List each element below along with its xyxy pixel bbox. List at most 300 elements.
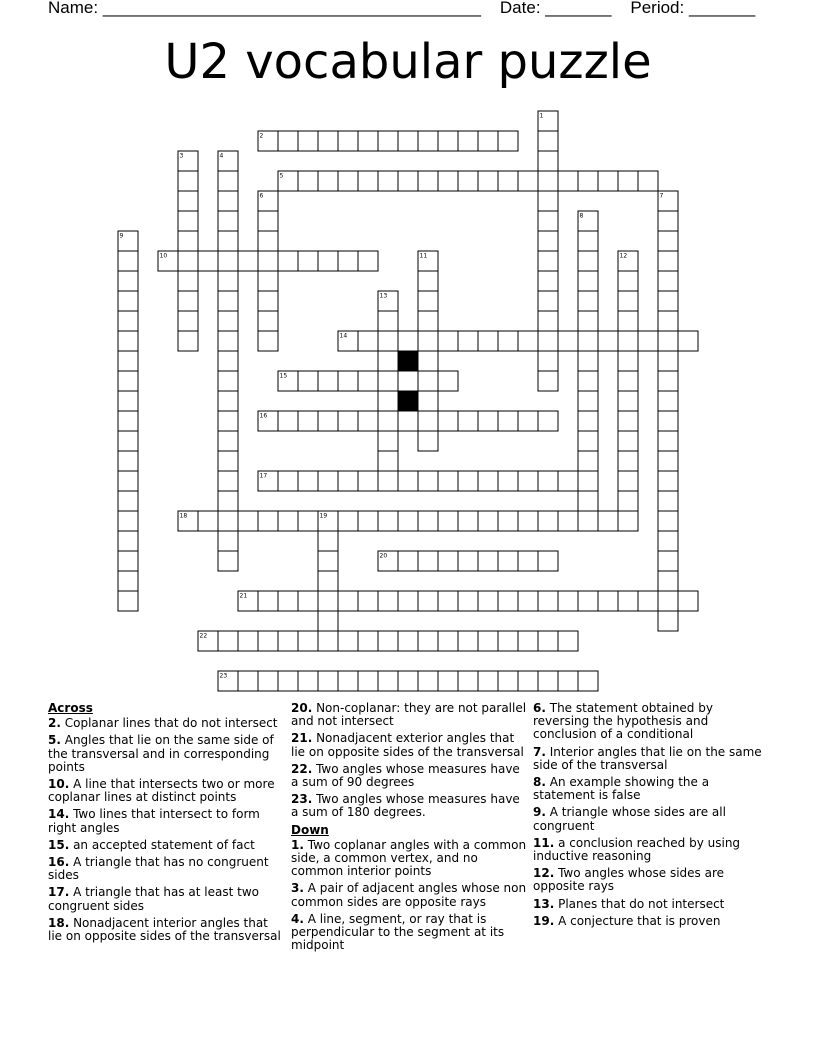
grid-cell[interactable] [278,471,298,491]
grid-cell[interactable] [178,171,198,191]
name-blank[interactable]: ________________________________________ [102,0,481,17]
grid-cell[interactable] [498,331,518,351]
grid-cell[interactable] [398,511,418,531]
grid-cell[interactable] [118,491,138,511]
grid-cell[interactable] [418,551,438,571]
grid-cell[interactable] [258,671,278,691]
grid-cell[interactable] [378,331,398,351]
grid-cell[interactable] [458,551,478,571]
grid-cell[interactable] [438,411,458,431]
grid-cell[interactable] [618,411,638,431]
grid-cell[interactable] [658,591,678,611]
grid-cell[interactable] [618,311,638,331]
grid-cell[interactable] [218,311,238,331]
grid-cell[interactable] [378,351,398,371]
grid-cell[interactable] [338,591,358,611]
grid-cell[interactable] [258,311,278,331]
grid-cell[interactable] [258,331,278,351]
grid-cell[interactable] [458,171,478,191]
grid-cell[interactable] [498,171,518,191]
grid-cell[interactable] [618,171,638,191]
grid-cell[interactable] [238,631,258,651]
grid-cell[interactable] [318,371,338,391]
grid-cell[interactable] [658,271,678,291]
grid-cell[interactable] [498,511,518,531]
grid-cell[interactable] [538,551,558,571]
grid-cell[interactable] [218,431,238,451]
grid-cell[interactable] [298,411,318,431]
grid-cell[interactable] [418,431,438,451]
grid-cell[interactable] [538,331,558,351]
grid-cell[interactable] [518,631,538,651]
grid-cell[interactable] [218,191,238,211]
grid-cell[interactable] [498,411,518,431]
grid-cell[interactable] [318,591,338,611]
grid-cell[interactable] [318,131,338,151]
grid-cell[interactable] [638,591,658,611]
grid-cell[interactable] [338,131,358,151]
grid-cell[interactable] [618,371,638,391]
grid-cell[interactable] [558,171,578,191]
grid-cell[interactable] [278,411,298,431]
grid-cell[interactable] [578,451,598,471]
grid-cell[interactable] [658,411,678,431]
grid-cell[interactable] [618,591,638,611]
grid-cell[interactable] [658,231,678,251]
grid-cell[interactable] [218,551,238,571]
grid-cell[interactable] [538,191,558,211]
grid-cell[interactable] [398,671,418,691]
grid-cell[interactable] [418,311,438,331]
grid-cell[interactable] [498,131,518,151]
grid-cell[interactable] [658,331,678,351]
grid-cell[interactable] [218,391,238,411]
grid-cell[interactable] [278,131,298,151]
grid-cell[interactable] [538,591,558,611]
grid-cell[interactable] [358,471,378,491]
grid-cell[interactable] [658,311,678,331]
grid-cell[interactable] [318,631,338,651]
grid-cell[interactable] [378,171,398,191]
grid-cell[interactable] [298,131,318,151]
grid-cell[interactable] [218,271,238,291]
grid-cell[interactable] [258,271,278,291]
grid-cell[interactable] [458,631,478,651]
grid-cell[interactable] [278,631,298,651]
grid-cell[interactable] [558,631,578,651]
grid-cell[interactable] [258,591,278,611]
grid-cell[interactable] [658,511,678,531]
grid-cell[interactable] [358,631,378,651]
grid-cell[interactable] [578,391,598,411]
grid-cell[interactable] [398,331,418,351]
grid-cell[interactable] [398,591,418,611]
grid-cell[interactable] [478,671,498,691]
grid-cell[interactable] [538,211,558,231]
grid-cell[interactable] [118,571,138,591]
grid-cell[interactable] [378,431,398,451]
grid-cell[interactable] [538,351,558,371]
grid-cell[interactable] [418,411,438,431]
grid-cell[interactable] [398,551,418,571]
grid-cell[interactable] [338,171,358,191]
grid-cell[interactable] [358,371,378,391]
grid-cell[interactable] [658,451,678,471]
grid-cell[interactable] [398,131,418,151]
grid-cell[interactable] [338,411,358,431]
grid-cell[interactable] [618,391,638,411]
grid-cell[interactable] [498,591,518,611]
grid-cell[interactable] [318,531,338,551]
grid-cell[interactable] [318,551,338,571]
grid-cell[interactable] [118,371,138,391]
grid-cell[interactable] [438,511,458,531]
grid-cell[interactable] [598,331,618,351]
grid-cell[interactable] [318,251,338,271]
grid-cell[interactable] [118,531,138,551]
grid-cell[interactable] [478,471,498,491]
grid-cell[interactable] [538,171,558,191]
grid-cell[interactable] [538,131,558,151]
grid-cell[interactable] [358,411,378,431]
grid-cell[interactable] [538,311,558,331]
grid-cell[interactable] [358,511,378,531]
grid-cell[interactable] [418,331,438,351]
grid-cell[interactable] [438,371,458,391]
grid-cell[interactable] [418,631,438,651]
grid-cell[interactable] [498,631,518,651]
grid-cell[interactable] [678,591,698,611]
grid-cell[interactable] [658,571,678,591]
grid-cell[interactable] [258,631,278,651]
grid-cell[interactable] [218,351,238,371]
grid-cell[interactable] [478,331,498,351]
grid-cell[interactable] [618,331,638,351]
grid-cell[interactable] [638,331,658,351]
grid-cell[interactable] [298,251,318,271]
grid-cell[interactable] [598,511,618,531]
grid-cell[interactable] [578,171,598,191]
grid-cell[interactable] [538,631,558,651]
grid-cell[interactable] [178,251,198,271]
grid-cell[interactable] [478,631,498,651]
grid-cell[interactable] [438,671,458,691]
grid-cell[interactable] [218,411,238,431]
grid-cell[interactable] [658,211,678,231]
grid-cell[interactable] [478,131,498,151]
grid-cell[interactable] [658,391,678,411]
grid-cell[interactable] [178,211,198,231]
grid-cell[interactable] [118,271,138,291]
grid-cell[interactable] [118,511,138,531]
grid-cell[interactable] [298,671,318,691]
grid-cell[interactable] [198,511,218,531]
grid-cell[interactable] [418,131,438,151]
grid-cell[interactable] [518,411,538,431]
grid-cell[interactable] [658,471,678,491]
grid-cell[interactable] [478,591,498,611]
grid-cell[interactable] [398,471,418,491]
grid-cell[interactable] [658,531,678,551]
grid-cell[interactable] [378,411,398,431]
grid-cell[interactable] [498,471,518,491]
grid-cell[interactable] [218,251,238,271]
grid-cell[interactable] [438,471,458,491]
grid-cell[interactable] [478,171,498,191]
grid-cell[interactable] [378,311,398,331]
grid-cell[interactable] [678,331,698,351]
grid-cell[interactable] [518,511,538,531]
grid-cell[interactable] [578,591,598,611]
grid-cell[interactable] [298,591,318,611]
grid-cell[interactable] [518,671,538,691]
grid-cell[interactable] [238,511,258,531]
grid-cell[interactable] [418,271,438,291]
grid-cell[interactable] [238,671,258,691]
grid-cell[interactable] [358,251,378,271]
grid-cell[interactable] [578,231,598,251]
grid-cell[interactable] [118,551,138,571]
grid-cell[interactable] [418,171,438,191]
grid-cell[interactable] [658,291,678,311]
grid-cell[interactable] [538,371,558,391]
grid-cell[interactable] [618,471,638,491]
grid-cell[interactable] [218,331,238,351]
grid-cell[interactable] [118,251,138,271]
grid-cell[interactable] [358,171,378,191]
grid-cell[interactable] [418,511,438,531]
grid-cell[interactable] [118,351,138,371]
grid-cell[interactable] [518,171,538,191]
grid-cell[interactable] [578,671,598,691]
grid-cell[interactable] [538,271,558,291]
grid-cell[interactable] [218,171,238,191]
grid-cell[interactable] [618,491,638,511]
grid-cell[interactable] [118,311,138,331]
grid-cell[interactable] [398,411,418,431]
grid-cell[interactable] [378,671,398,691]
grid-cell[interactable] [218,291,238,311]
grid-cell[interactable] [258,291,278,311]
grid-cell[interactable] [238,251,258,271]
grid-cell[interactable] [338,671,358,691]
grid-cell[interactable] [378,131,398,151]
grid-cell[interactable] [658,551,678,571]
grid-cell[interactable] [458,591,478,611]
grid-cell[interactable] [558,591,578,611]
grid-cell[interactable] [178,231,198,251]
grid-cell[interactable] [258,511,278,531]
grid-cell[interactable] [358,591,378,611]
grid-cell[interactable] [618,271,638,291]
grid-cell[interactable] [418,591,438,611]
grid-cell[interactable] [458,511,478,531]
grid-cell[interactable] [558,471,578,491]
grid-cell[interactable] [378,631,398,651]
grid-cell[interactable] [578,431,598,451]
grid-cell[interactable] [338,371,358,391]
grid-cell[interactable] [378,451,398,471]
grid-cell[interactable] [398,371,418,391]
grid-cell[interactable] [438,551,458,571]
grid-cell[interactable] [298,171,318,191]
grid-cell[interactable] [178,331,198,351]
grid-cell[interactable] [218,491,238,511]
grid-cell[interactable] [578,331,598,351]
grid-cell[interactable] [378,391,398,411]
grid-cell[interactable] [318,171,338,191]
grid-cell[interactable] [438,171,458,191]
grid-cell[interactable] [538,511,558,531]
grid-cell[interactable] [438,591,458,611]
grid-cell[interactable] [178,291,198,311]
grid-cell[interactable] [518,331,538,351]
grid-cell[interactable] [578,251,598,271]
grid-cell[interactable] [338,631,358,651]
grid-cell[interactable] [458,331,478,351]
grid-cell[interactable] [578,491,598,511]
grid-cell[interactable] [578,311,598,331]
grid-cell[interactable] [438,631,458,651]
grid-cell[interactable] [418,471,438,491]
grid-cell[interactable] [578,471,598,491]
grid-cell[interactable] [278,671,298,691]
grid-cell[interactable] [318,611,338,631]
grid-cell[interactable] [218,211,238,231]
grid-cell[interactable] [358,671,378,691]
grid-cell[interactable] [318,571,338,591]
grid-cell[interactable] [658,251,678,271]
grid-cell[interactable] [598,591,618,611]
grid-cell[interactable] [638,171,658,191]
grid-cell[interactable] [218,631,238,651]
grid-cell[interactable] [618,351,638,371]
grid-cell[interactable] [578,291,598,311]
grid-cell[interactable] [458,131,478,151]
grid-cell[interactable] [418,371,438,391]
grid-cell[interactable] [298,471,318,491]
grid-cell[interactable] [498,551,518,571]
grid-cell[interactable] [418,391,438,411]
grid-cell[interactable] [298,511,318,531]
grid-cell[interactable] [378,371,398,391]
grid-cell[interactable] [418,291,438,311]
grid-cell[interactable] [118,591,138,611]
grid-cell[interactable] [218,531,238,551]
grid-cell[interactable] [258,211,278,231]
grid-cell[interactable] [278,251,298,271]
grid-cell[interactable] [558,671,578,691]
grid-cell[interactable] [578,371,598,391]
grid-cell[interactable] [578,411,598,431]
grid-cell[interactable] [218,511,238,531]
grid-cell[interactable] [318,671,338,691]
grid-cell[interactable] [498,671,518,691]
grid-cell[interactable] [458,471,478,491]
grid-cell[interactable] [118,331,138,351]
grid-cell[interactable] [618,511,638,531]
grid-cell[interactable] [218,471,238,491]
grid-cell[interactable] [658,431,678,451]
grid-cell[interactable] [438,331,458,351]
grid-cell[interactable] [298,371,318,391]
grid-cell[interactable] [418,351,438,371]
grid-cell[interactable] [358,131,378,151]
grid-cell[interactable] [178,271,198,291]
period-blank[interactable]: _______ [688,0,756,17]
grid-cell[interactable] [538,231,558,251]
grid-cell[interactable] [538,151,558,171]
grid-cell[interactable] [558,511,578,531]
grid-cell[interactable] [338,251,358,271]
grid-cell[interactable] [658,611,678,631]
grid-cell[interactable] [658,371,678,391]
grid-cell[interactable] [278,511,298,531]
grid-cell[interactable] [258,231,278,251]
grid-cell[interactable] [538,411,558,431]
grid-cell[interactable] [318,411,338,431]
grid-cell[interactable] [318,471,338,491]
grid-cell[interactable] [118,291,138,311]
grid-cell[interactable] [578,511,598,531]
grid-cell[interactable] [298,631,318,651]
grid-cell[interactable] [478,411,498,431]
grid-cell[interactable] [538,671,558,691]
grid-cell[interactable] [338,471,358,491]
grid-cell[interactable] [198,251,218,271]
grid-cell[interactable] [358,331,378,351]
grid-cell[interactable] [598,171,618,191]
grid-cell[interactable] [178,191,198,211]
date-blank[interactable]: _______ [545,0,612,17]
grid-cell[interactable] [218,231,238,251]
grid-cell[interactable] [378,591,398,611]
grid-cell[interactable] [418,671,438,691]
grid-cell[interactable] [658,351,678,371]
grid-cell[interactable] [118,451,138,471]
grid-cell[interactable] [538,291,558,311]
grid-cell[interactable] [178,311,198,331]
grid-cell[interactable] [118,431,138,451]
grid-cell[interactable] [618,451,638,471]
grid-cell[interactable] [398,171,418,191]
grid-cell[interactable] [218,371,238,391]
grid-cell[interactable] [378,471,398,491]
grid-cell[interactable] [118,391,138,411]
grid-cell[interactable] [578,351,598,371]
grid-cell[interactable] [118,471,138,491]
grid-cell[interactable] [618,291,638,311]
grid-cell[interactable] [398,631,418,651]
grid-cell[interactable] [458,411,478,431]
grid-cell[interactable] [438,131,458,151]
grid-cell[interactable] [378,511,398,531]
grid-cell[interactable] [118,411,138,431]
grid-cell[interactable] [218,451,238,471]
grid-cell[interactable] [338,511,358,531]
grid-cell[interactable] [558,331,578,351]
grid-cell[interactable] [538,471,558,491]
grid-cell[interactable] [538,251,558,271]
grid-cell[interactable] [578,271,598,291]
grid-cell[interactable] [518,551,538,571]
grid-cell[interactable] [458,671,478,691]
grid-cell[interactable] [518,471,538,491]
grid-cell[interactable] [658,491,678,511]
grid-cell[interactable] [278,591,298,611]
grid-cell[interactable] [478,551,498,571]
grid-cell[interactable] [618,431,638,451]
